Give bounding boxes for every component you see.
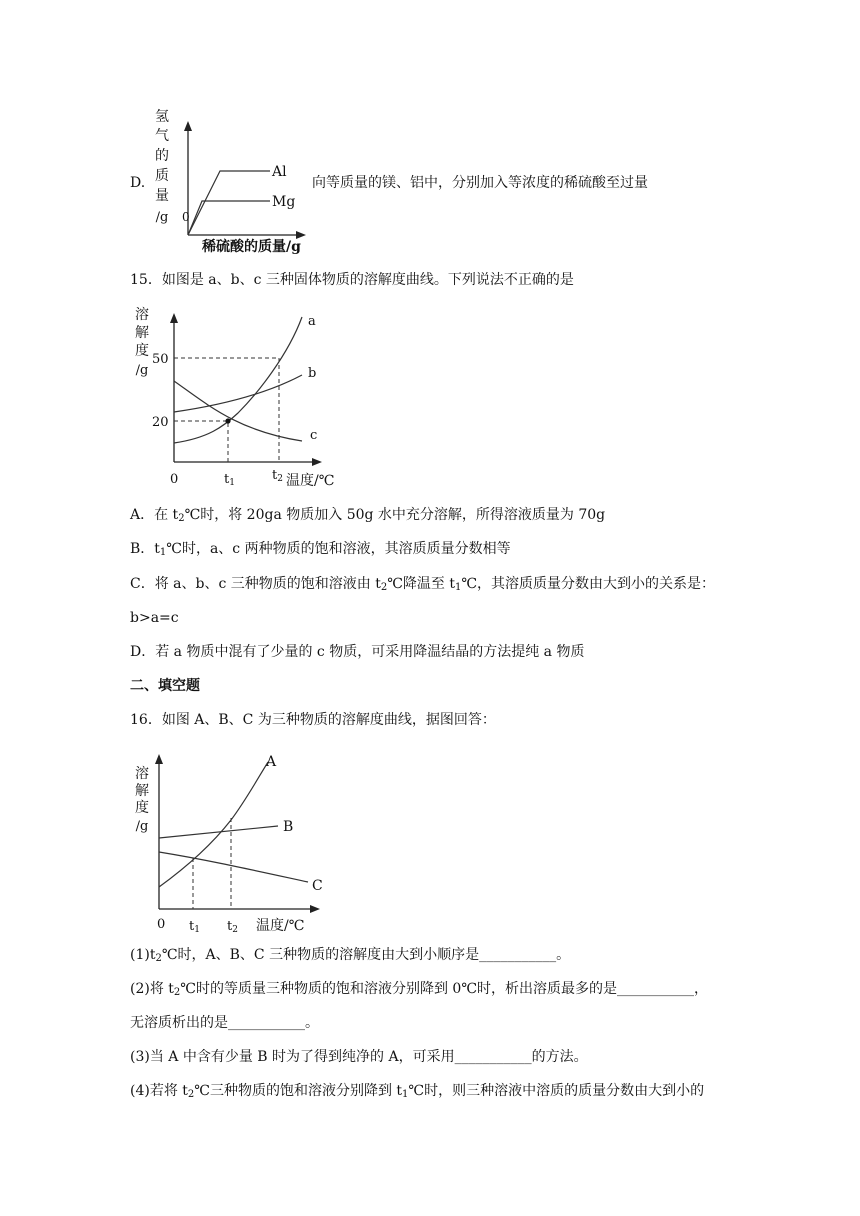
q16-stem: 16．如图 A、B、C 为三种物质的溶解度曲线，据图回答： bbox=[130, 712, 496, 728]
q15-x-label: 温度/℃ bbox=[286, 473, 335, 489]
q14-option-letter: D. bbox=[130, 175, 146, 191]
q16-y-label-char: 度 bbox=[135, 800, 149, 816]
q15-intersection-dot bbox=[225, 418, 230, 423]
q16-x-arrow bbox=[310, 905, 320, 913]
q14-x-arrow bbox=[296, 231, 306, 239]
q15-option-a: A．在 $t_2℃$时，将 20ga 物质加入 50g 水中充分溶解，所得溶液质量为 70g bbox=[130, 507, 606, 524]
q16-x-label: 温度/℃ bbox=[256, 918, 305, 934]
q15-curve-a bbox=[174, 317, 302, 443]
q15-option-c: C．将 a、b、c 三种物质的饱和溶液由 $t_2℃$降温至 $t_1℃$，其溶质质量分数由大到小的关系是： bbox=[130, 576, 716, 593]
q14-chart bbox=[150, 105, 320, 255]
q15-y-tick-20: 20 bbox=[152, 415, 169, 430]
section-heading: 二、填空题 bbox=[130, 678, 200, 694]
q14-origin: 0 bbox=[182, 210, 190, 224]
q16-y-label-char: 溶 bbox=[135, 766, 149, 782]
q15-y-label-char: /g bbox=[135, 363, 149, 378]
q15-chart bbox=[128, 305, 335, 489]
q16-y-label-char: 解 bbox=[135, 783, 149, 799]
q14-y-label-char: 质 bbox=[155, 168, 169, 184]
q16-y-arrow bbox=[155, 754, 163, 764]
q14-x-label: 稀硫酸的质量/g bbox=[202, 239, 301, 255]
q16-chart bbox=[128, 748, 328, 938]
q14-option-text: 向等质量的镁、铝中，分别加入等浓度的稀硫酸至过量 bbox=[312, 175, 648, 191]
q14-y-label-char: 氢 bbox=[155, 109, 169, 125]
q16-curve-a bbox=[159, 762, 268, 887]
q14-y-label-char: /g bbox=[155, 210, 169, 225]
q14-y-label-char: 的 bbox=[155, 148, 169, 164]
q15-x-arrow bbox=[312, 458, 322, 466]
q15-y-label-char: 度 bbox=[135, 343, 149, 359]
q15-curve-b bbox=[174, 375, 302, 412]
q15-x-tick-t1: t1 bbox=[224, 472, 235, 488]
q15-option-b: B．$t_1℃$时，a、c 两种物质的饱和溶液，其溶质质量分数相等 bbox=[130, 541, 511, 558]
q16-curve-b bbox=[159, 826, 278, 838]
q15-y-label-char: 溶 bbox=[135, 307, 149, 323]
q14-al-label: Al bbox=[272, 164, 287, 180]
q16-y-label-char: /g bbox=[135, 819, 149, 834]
q16-curve-label-b: B bbox=[283, 819, 294, 835]
q15-curve-label-c: c bbox=[310, 428, 318, 443]
q14-y-arrow bbox=[184, 121, 192, 131]
q15-stem: 15．如图是 a、b、c 三种固体物质的溶解度曲线。下列说法不正确的是 bbox=[130, 272, 574, 288]
q15-y-label-char: 解 bbox=[135, 325, 149, 341]
q15-option-c-line2: b>a=c bbox=[130, 610, 179, 626]
q15-y-tick-50: 50 bbox=[152, 352, 169, 367]
q16-curve-label-a: A bbox=[266, 754, 277, 770]
q15-option-d: D．若 a 物质中混有了少量的 c 物质，可采用降温结晶的方法提纯 a 物质 bbox=[130, 644, 585, 660]
q16-part-4: (4)若将 $t_2℃$三种物质的饱和溶液分别降到 $t_1℃$时，则三种溶液中溶质的质量分数由大到小的 bbox=[130, 1083, 705, 1100]
q16-part-2-line2: 无溶质析出的是___________。 bbox=[130, 1015, 319, 1031]
q14-y-label-char: 量 bbox=[155, 188, 169, 204]
q16-curve-c bbox=[159, 852, 308, 882]
q15-x-tick-t2: t2 bbox=[272, 468, 283, 484]
q14-y-label-char: 气 bbox=[155, 128, 169, 144]
q14-al-line bbox=[188, 171, 270, 235]
q16-x-tick-t1: t1 bbox=[189, 919, 200, 935]
q16-origin: 0 bbox=[157, 917, 166, 932]
q16-x-tick-t2: t2 bbox=[227, 919, 238, 935]
q15-origin: 0 bbox=[170, 472, 179, 487]
q14-mg-line bbox=[188, 201, 270, 235]
q15-curve-label-b: b bbox=[308, 366, 317, 381]
q16-part-1: $(1)t_2℃$时，A、B、C 三种物质的溶解度由大到小顺序是___________。 bbox=[130, 947, 571, 964]
q16-part-3: (3)当 A 中含有少量 B 时为了得到纯净的 A，可采用___________的方法。 bbox=[130, 1049, 588, 1065]
q14-mg-label: Mg bbox=[272, 194, 296, 210]
q16-curve-label-c: C bbox=[312, 878, 323, 894]
q15-y-arrow bbox=[170, 313, 178, 323]
q15-curve-label-a: a bbox=[308, 314, 316, 329]
q16-part-2: (2)将 $t_2℃$时的等质量三种物质的饱和溶液分别降到 0℃时，析出溶质最多的是___________， bbox=[130, 981, 708, 998]
q15-curve-c bbox=[174, 381, 302, 441]
